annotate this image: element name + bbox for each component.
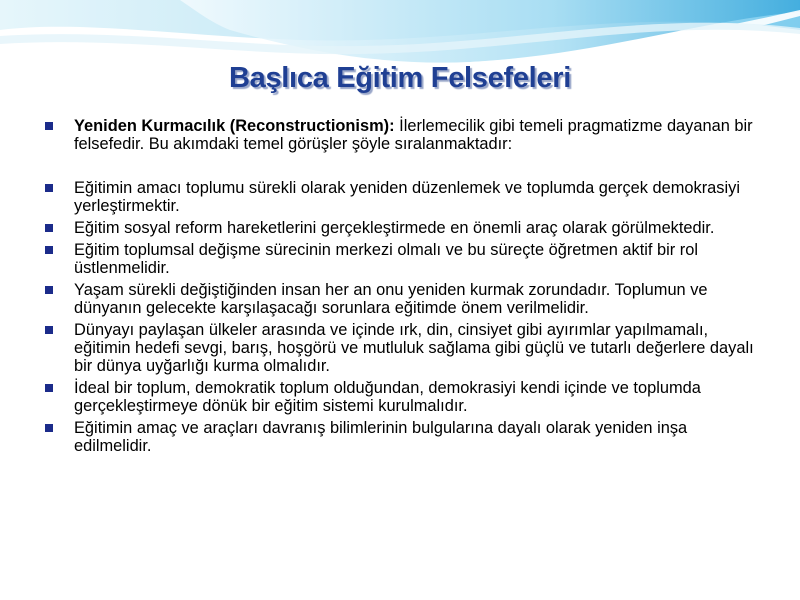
square-bullet-icon bbox=[45, 184, 53, 192]
item-text: Yaşam sürekli değiştiğinden insan her an onu yeniden kurmak zorundadır. Toplumun ve dünyanın gelecekte karşılaşacağı sorunlara eğitimde önem verilmelidir. bbox=[74, 281, 708, 317]
list-item bbox=[44, 179, 764, 215]
item-text: Dünyayı paylaşan ülkeler arasında ve içinde ırk, din, cinsiyet gibi ayırımlar yapılmamalı, eğitimin hedefi sevgi, barış, hoşgörü ve mutluluk sağlama gibi güçlü ve tutarlı değerlere dayalı bir dünya uyğarlığı kurma olmalıdır. bbox=[74, 321, 754, 375]
square-bullet-icon bbox=[45, 122, 53, 130]
list-item bbox=[44, 241, 764, 277]
item-text: Eğitim sosyal reform hareketlerini gerçekleştirmede en önemli araç olarak görülmektedir. bbox=[74, 219, 715, 237]
header-wave-decoration bbox=[0, 0, 800, 120]
list-item bbox=[44, 117, 764, 153]
square-bullet-icon bbox=[45, 224, 53, 232]
item-text: İlerlemecilik gibi temeli pragmatizme dayanan bir felsefedir. Bu akımdaki temel görüşler şöyle sıralanmaktadır: bbox=[74, 117, 753, 153]
item-text: İdeal bir toplum, demokratik toplum olduğundan, demokrasiyi kendi içinde ve toplumda gerçekleştirmeye dönük bir eğitim sistemi kurulmalıdır. bbox=[74, 379, 701, 415]
list-item bbox=[44, 379, 764, 415]
bullet-list bbox=[44, 117, 764, 459]
list-item bbox=[44, 419, 764, 455]
square-bullet-icon bbox=[45, 424, 53, 432]
square-bullet-icon bbox=[45, 286, 53, 294]
square-bullet-icon bbox=[45, 326, 53, 334]
item-text: Eğitimin amaç ve araçları davranış bilimlerinin bulgularına dayalı olarak yeniden inşa edilmelidir. bbox=[74, 419, 688, 455]
item-text: Eğitimin amacı toplumu sürekli olarak yeniden düzenlemek ve toplumda gerçek demokrasiyi yerleştirmektir. bbox=[74, 179, 740, 215]
square-bullet-icon bbox=[45, 384, 53, 392]
list-item bbox=[44, 219, 764, 237]
square-bullet-icon bbox=[45, 246, 53, 254]
slide-title: Başlıca Eğitim Felsefeleri bbox=[229, 62, 571, 94]
item-lead: Yeniden Kurmacılık (Reconstructionism): bbox=[74, 117, 395, 135]
list-item bbox=[44, 281, 764, 317]
item-text: Eğitim toplumsal değişme sürecinin merkezi olmalı ve bu süreçte öğretmen aktif bir rol üstlenmelidir. bbox=[74, 241, 699, 277]
list-item bbox=[44, 321, 764, 375]
